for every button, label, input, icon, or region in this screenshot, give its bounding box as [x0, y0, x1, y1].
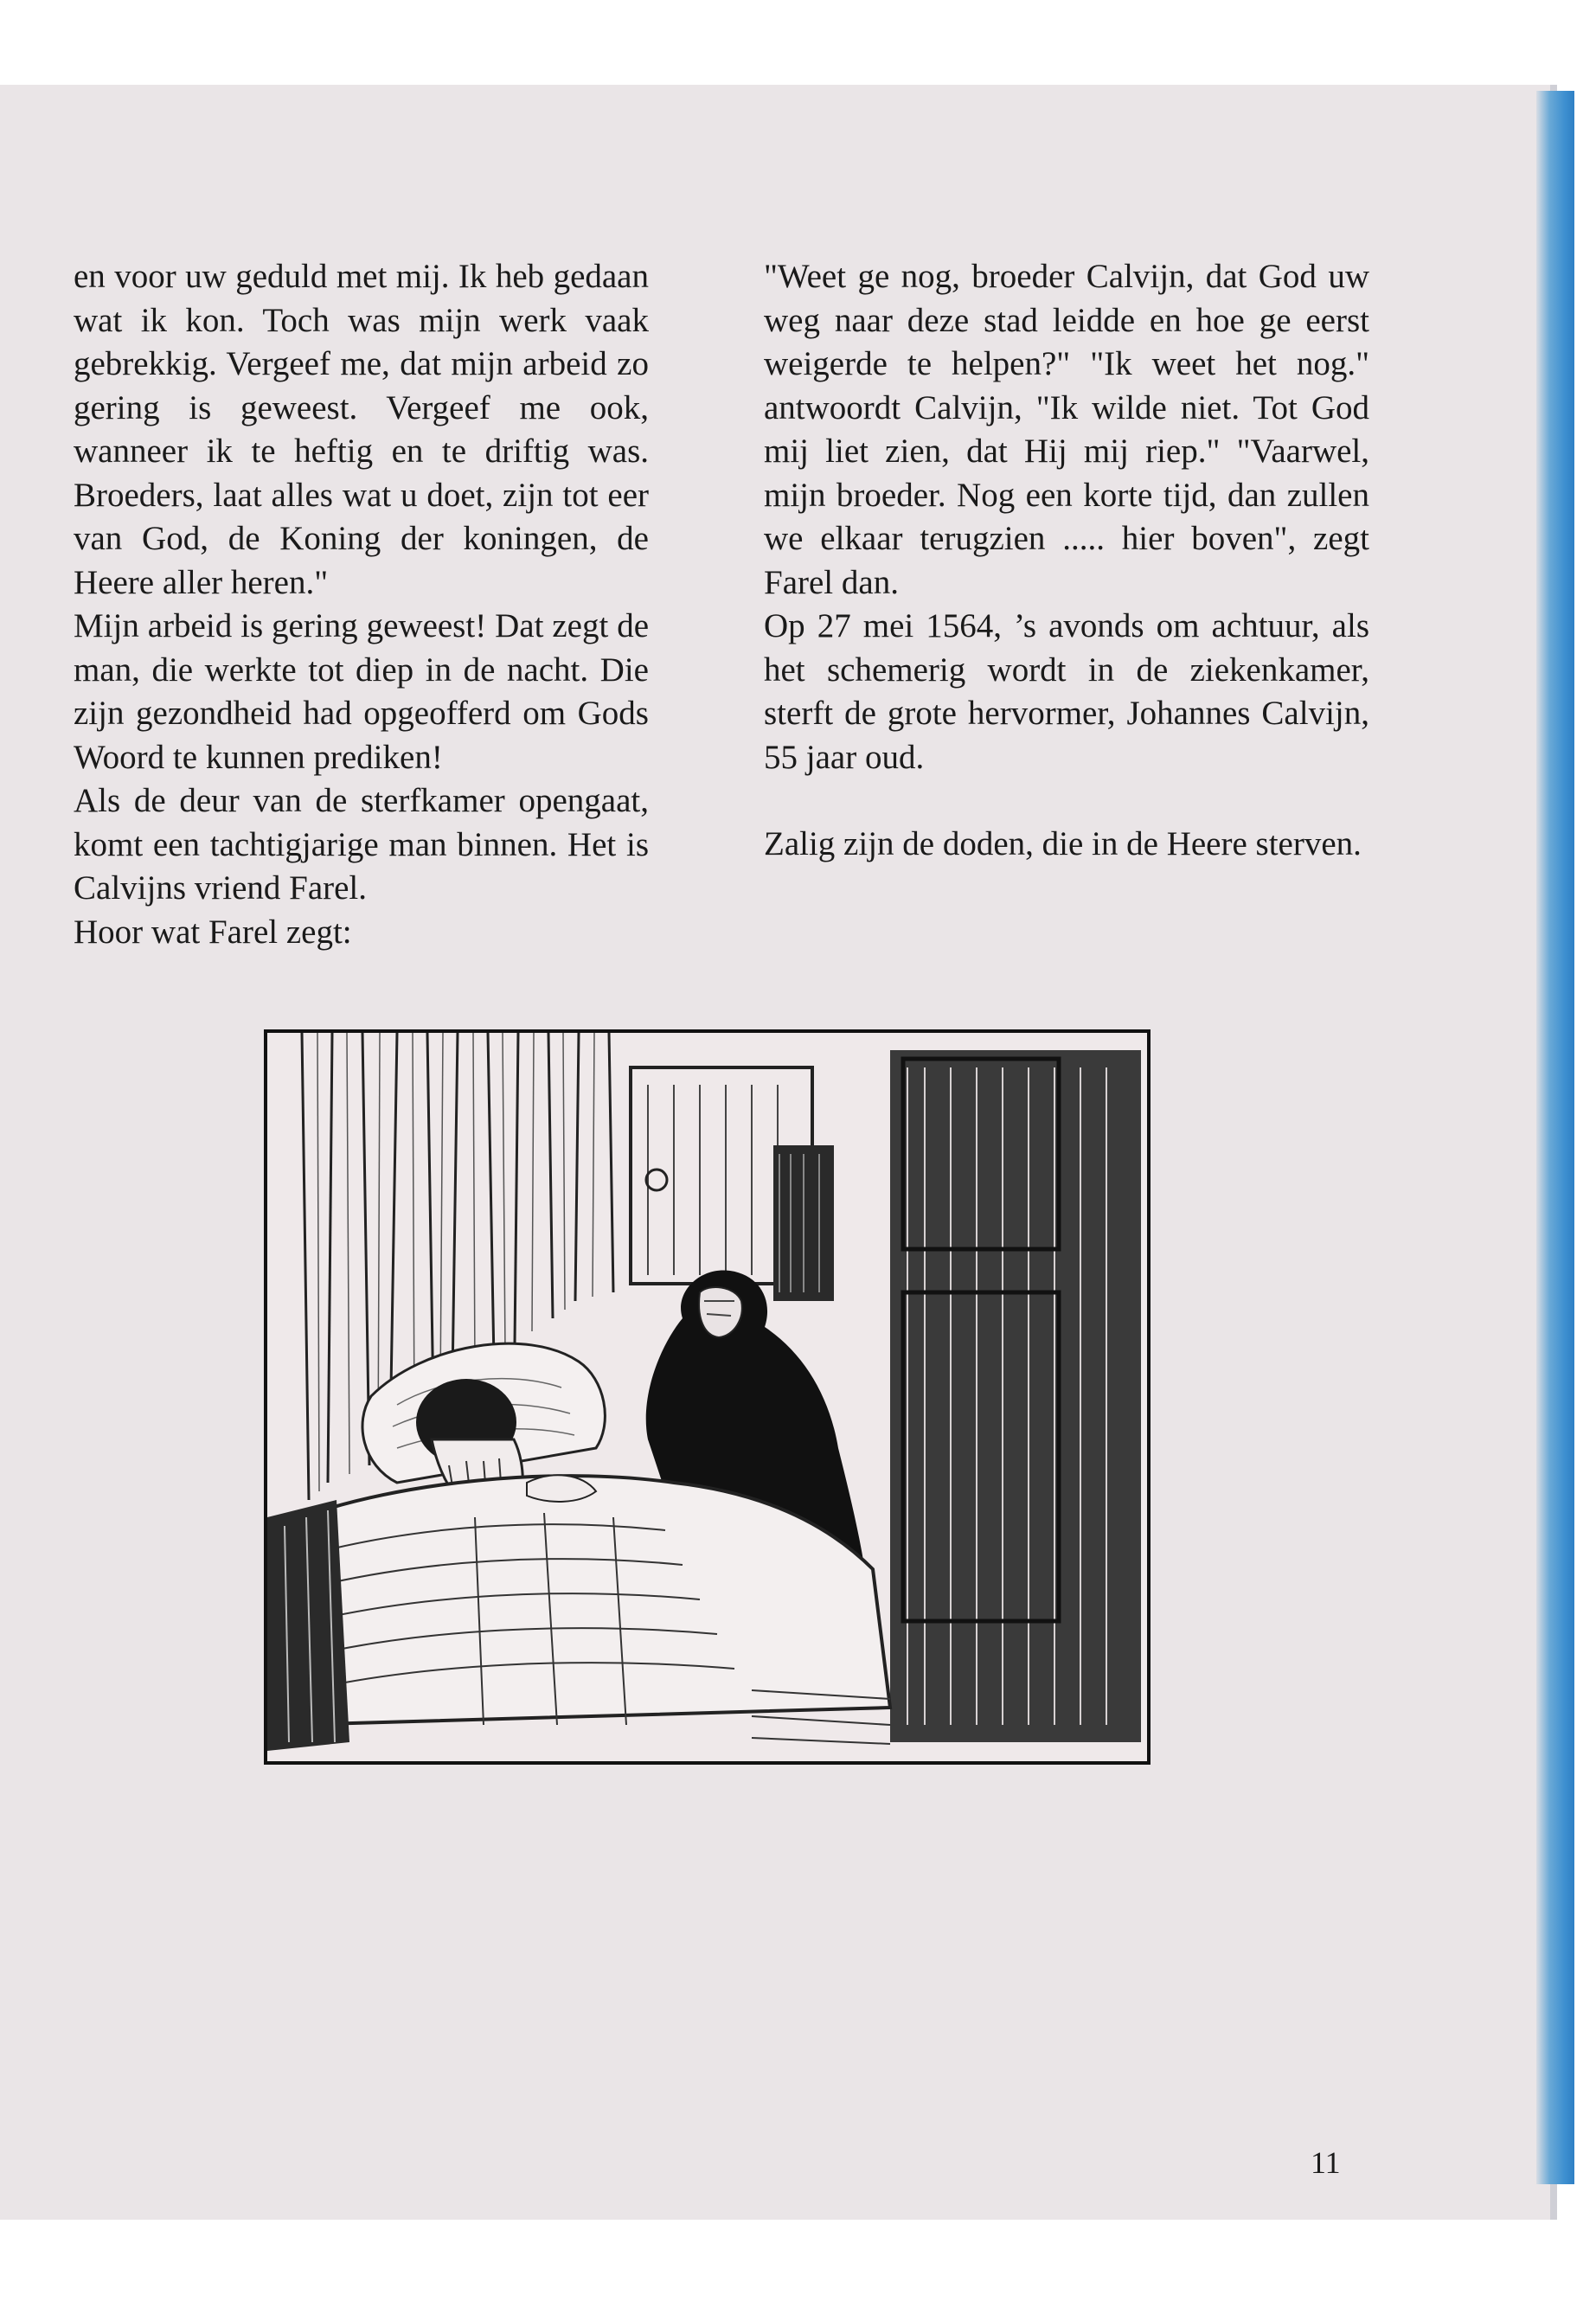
text-column-left: [74, 255, 649, 954]
paragraph: Als de deur van de sterfkamer opengaat, komt een tachtigjarige man binnen. Het is Calvijns vriend Farel.: [74, 782, 649, 907]
paragraph: Op 27 mei 1564, ’s avonds om achtuur, als het schemerig wordt in de ziekenkamer, sterft de grote hervormer, Johannes Calvijn, 55 jaar oud.: [764, 607, 1369, 776]
paragraph: en voor uw geduld met mij. Ik heb gedaan wat ik kon. Toch was mijn werk vaak gebrekkig. Vergeef me, dat mijn arbeid zo gering is geweest. Vergeef me ook, wanneer ik te heftig en te driftig was. Broeders, laat alles wat u doet, zijn tot eer van God, de Koning der koningen, de Heere aller heren.": [74, 258, 649, 601]
text-column-right: [764, 255, 1369, 867]
page-edge-blue: [1536, 91, 1574, 2184]
paragraph: Hoor wat Farel zegt:: [74, 913, 352, 951]
paragraph: Mijn arbeid is gering geweest! Dat zegt de man, die werkte tot diep in de nacht. Die zijn gezondheid had opgeofferd om Gods Woord te kunnen prediken!: [74, 607, 649, 776]
paragraph: "Weet ge nog, broeder Calvijn, dat God uw weg naar deze stad leidde en hoe ge eerst weigerde te helpen?" "Ik weet het nog." antwoordt Calvijn, "Ik wilde niet. Tot God mij liet zien, dat Hij mij riep." "Vaarwel, mijn broeder. Nog een korte tijd, dan zullen we elkaar terugzien ..... hier boven", zegt Farel dan.: [764, 258, 1369, 601]
paragraph: Zalig zijn de doden, die in de Heere sterven.: [764, 825, 1362, 862]
engraving-deathbed-icon: [264, 1029, 1151, 1765]
page-number: 11: [1311, 2145, 1341, 2180]
